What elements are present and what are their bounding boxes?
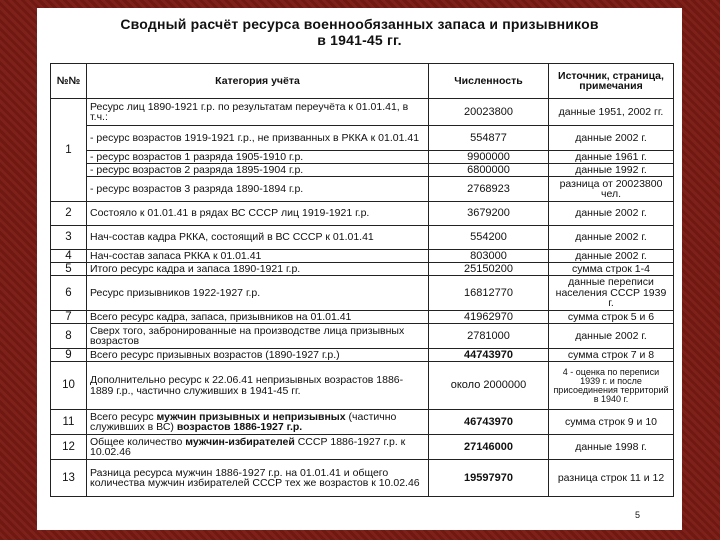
header-num: №№ [51,64,87,99]
title-line-1: Сводный расчёт ресурса военнообязанных запаса и призывников [120,16,599,32]
row-category: Нач-состав запаса РККА к 01.01.41 [87,250,429,263]
table-row [51,311,674,324]
row-category-text: (частично служивших в ВС) [90,410,397,433]
row-source: 4 - оценка по переписи 1939 г. и после присоединения территорий в 1940 г. [549,362,674,410]
row-category: Нач-состав кадра РККА, состоящий в ВС СССР к 01.01.41 [87,226,429,250]
table-row [51,151,674,164]
table-row [51,263,674,276]
row-num: 12 [51,435,87,460]
row-count: 803000 [429,250,549,263]
row-num: 6 [51,276,87,311]
row-category-text: Общее количество [90,435,186,448]
row-num: 7 [51,311,87,324]
table-row [51,435,674,460]
header-category: Категория учёта [87,64,429,99]
row-num: 9 [51,349,87,362]
row-count: 19597970 [429,460,549,497]
row-num: 11 [51,410,87,435]
row-num: 3 [51,226,87,250]
page-mark: 5 [634,510,640,520]
row-num: 4 [51,250,87,263]
table-row [51,362,674,410]
row-num: 13 [51,460,87,497]
row-category [87,410,429,435]
row-source: данные 1998 г. [549,435,674,460]
row-category: Всего ресурс кадра, запаса, призывников на 01.01.41 [87,311,429,324]
row-category: - ресурс возрастов 3 разряда 1890-1894 г.р. [87,177,429,202]
row-source: данные 1951, 2002 гг. [549,99,674,126]
row-category: Сверх того, забронированные на производстве лица призывных возрастов [87,324,429,349]
row-category: Разница ресурса мужчин 1886-1927 г.р. на 01.01.41 и общего количества мужчин избирателей СССР тех же возрастов к 10.02.46 [87,460,429,497]
row-count: 2781000 [429,324,549,349]
row-num: 5 [51,263,87,276]
row-category-text: СССР 1886-1927 г.р. к 10.02.46 [90,435,406,458]
row-source: данные 2002 г. [549,202,674,226]
row-count: 46743970 [429,410,549,435]
resource-table [50,63,674,497]
table-row [51,324,674,349]
row-num: 1 [51,99,87,202]
row-count: 41962970 [429,311,549,324]
row-category-bold: мужчин-избирателей [185,435,295,448]
row-source: сумма строк 9 и 10 [549,410,674,435]
row-source: сумма строк 5 и 6 [549,311,674,324]
document-sheet [37,8,682,530]
table-row [51,99,674,126]
table-row [51,276,674,311]
row-category-bold: возрастов 1886-1927 г.р. [176,421,303,433]
row-source: разница от 20023800 чел. [549,177,674,202]
row-num: 10 [51,362,87,410]
row-category: Всего ресурс призывных возрастов (1890-1927 г.р.) [87,349,429,362]
row-count: около 2000000 [429,362,549,410]
row-category: - ресурс возрастов 1 разряда 1905-1910 г.р. [87,151,429,164]
row-count: 44743970 [429,349,549,362]
row-source: данные 1992 г. [549,164,674,177]
row-source: данные 2002 г. [549,226,674,250]
row-category: Состояло к 01.01.41 в рядах ВС СССР лиц 1919-1921 г.р. [87,202,429,226]
table-row [51,126,674,151]
row-count: 554200 [429,226,549,250]
row-source: разница строк 11 и 12 [549,460,674,497]
title-line-2: в 1941-45 гг. [317,32,402,48]
row-category-bold: мужчин призывных и непризывных [156,410,346,423]
row-count: 20023800 [429,99,549,126]
table-row [51,250,674,263]
row-count: 3679200 [429,202,549,226]
row-count: 554877 [429,126,549,151]
row-source: сумма строк 1-4 [549,263,674,276]
row-count: 25150200 [429,263,549,276]
table-row [51,202,674,226]
row-source: данные 1961 г. [549,151,674,164]
row-category [87,435,429,460]
table-row [51,226,674,250]
row-num: 2 [51,202,87,226]
row-count: 9900000 [429,151,549,164]
row-category: - ресурс возрастов 1919-1921 г.р., не призванных в РККА к 01.01.41 [87,126,429,151]
table-row [51,177,674,202]
table-header-row [51,64,674,99]
row-source: данные 2002 г. [549,126,674,151]
header-source: Источник, страница, примечания [549,64,674,99]
row-category-text: Всего ресурс [90,410,157,423]
row-category: Ресурс лиц 1890-1921 г.р. по результатам переучёта к 01.01.41, в т.ч.: [87,99,429,126]
table-row [51,349,674,362]
header-count: Численность [429,64,549,99]
table-row [51,410,674,435]
row-count: 27146000 [429,435,549,460]
row-source: данные 2002 г. [549,324,674,349]
row-count: 6800000 [429,164,549,177]
row-source: данные 2002 г. [549,250,674,263]
row-category: - ресурс возрастов 2 разряда 1895-1904 г.р. [87,164,429,177]
row-source: данные переписи населения СССР 1939 г. [549,276,674,311]
table-row [51,164,674,177]
row-count: 2768923 [429,177,549,202]
table-row [51,460,674,497]
page-title [37,16,682,48]
row-num: 8 [51,324,87,349]
row-category: Итого ресурс кадра и запаса 1890-1921 г.р. [87,263,429,276]
row-source: сумма строк 7 и 8 [549,349,674,362]
row-count: 16812770 [429,276,549,311]
row-category: Ресурс призывников 1922-1927 г.р. [87,276,429,311]
row-category: Дополнительно ресурс к 22.06.41 непризывных возрастов 1886-1889 г.р., частично служивших в 1941-45 гг. [87,362,429,410]
